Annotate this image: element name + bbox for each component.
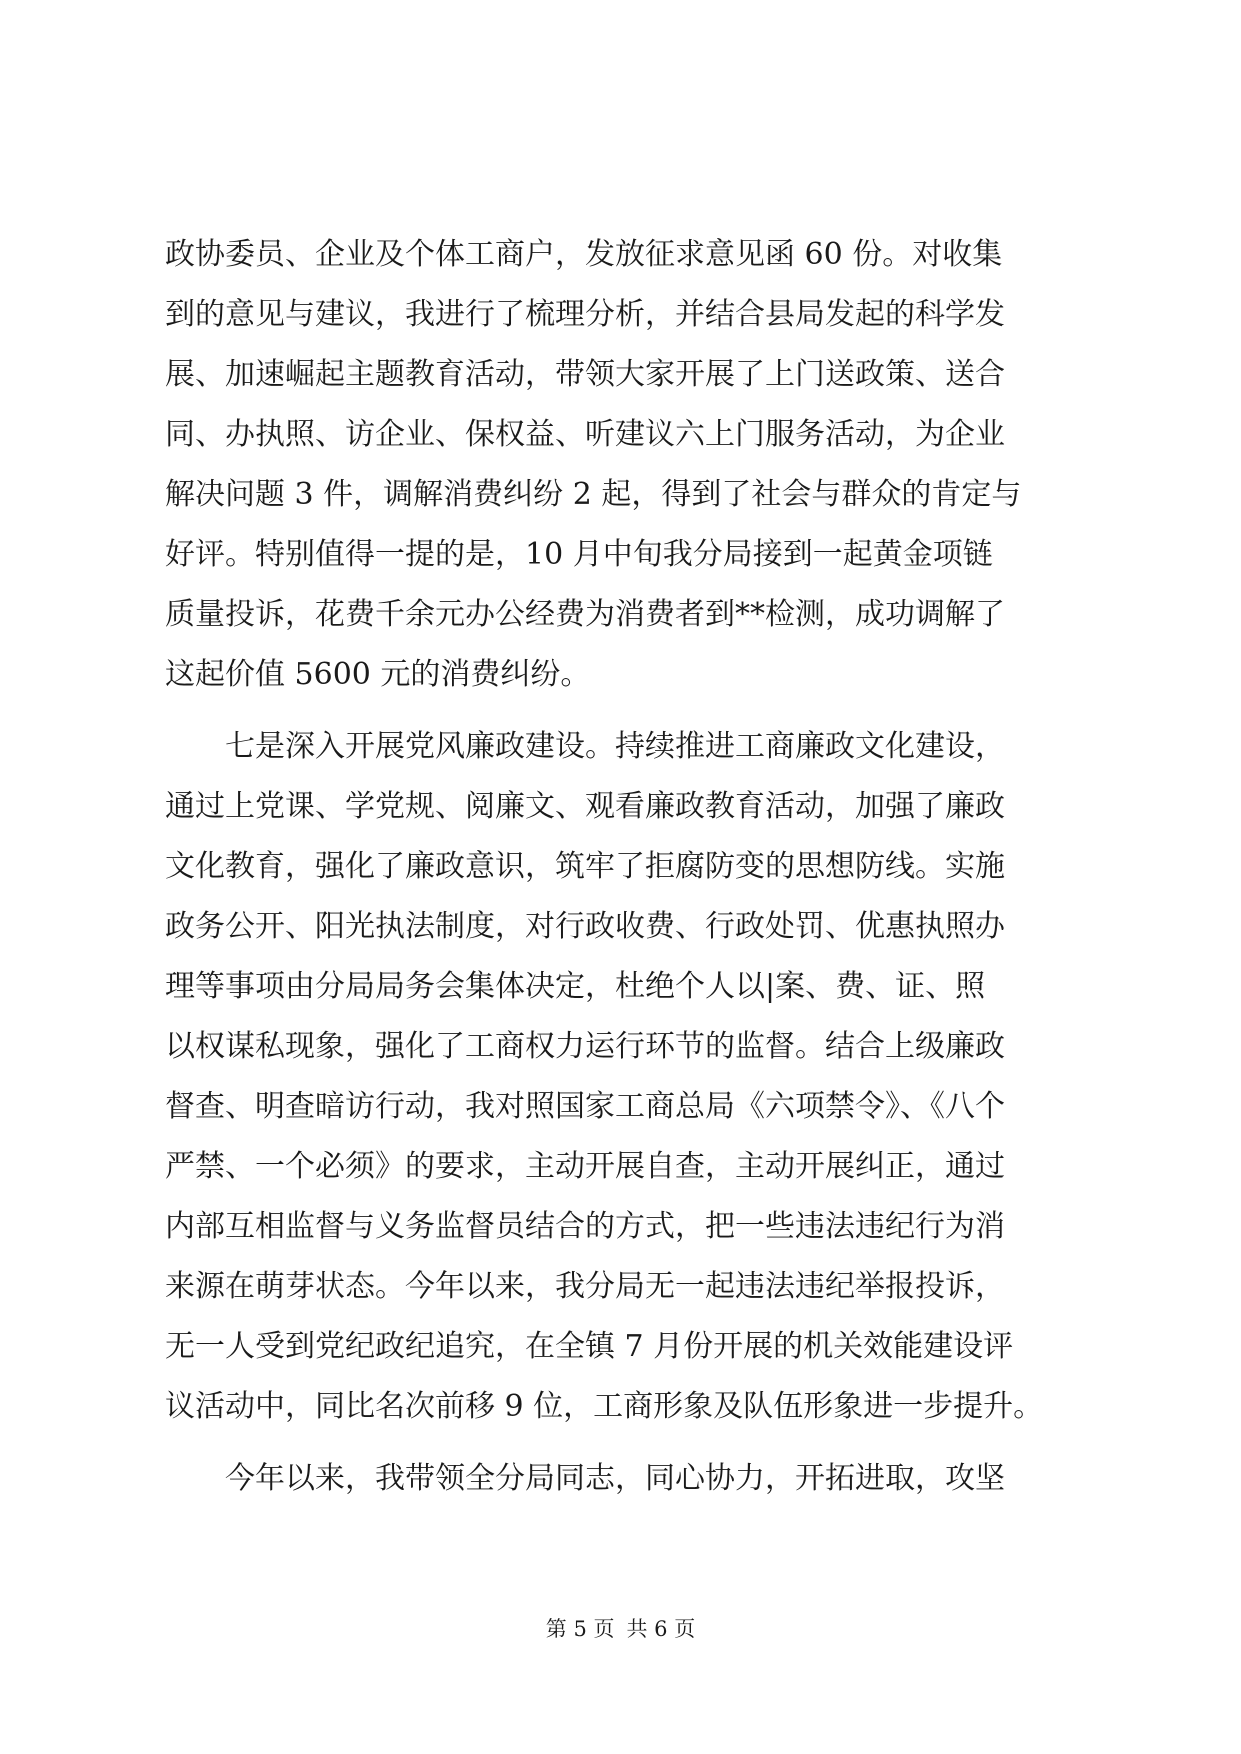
text-line: 严禁、一个必须》的要求，主动开展自查，主动开展纠正，通过 [165, 1149, 1005, 1184]
text-line: 督查、明查暗访行动，我对照国家工商总局《六项禁令》、《八个 [165, 1089, 1005, 1124]
text-line: 质量投诉，花费千余元办公经费为消费者到**检测，成功调解了 [165, 597, 1005, 632]
text-line: 来源在萌芽状态。今年以来，我分局无一起违法违纪举报投诉， [165, 1269, 1005, 1304]
text-line: 解决问题 3 件，调解消费纠纷 2 起，得到了社会与群众的肯定与 [165, 477, 1022, 512]
text-line: 通过上党课、学党规、阅廉文、观看廉政教育活动，加强了廉政 [165, 789, 1005, 824]
text-line: 无一人受到党纪政纪追究，在全镇 7 月份开展的机关效能建设评 [165, 1329, 1014, 1364]
paragraph [165, 1449, 1075, 1509]
text-line: 展、加速崛起主题教育活动，带领大家开展了上门送政策、送合 [165, 357, 1005, 392]
text-line: 议活动中，同比名次前移 9 位，工商形象及队伍形象进一步提升。 [165, 1389, 1044, 1424]
text-line: 同、办执照、访企业、保权益、听建议六上门服务活动，为企业 [165, 417, 1005, 452]
page-number-current: 第 5 页 [545, 1617, 615, 1641]
text-line: 以权谋私现象，强化了工商权力运行环节的监督。结合上级廉政 [165, 1029, 1005, 1064]
page-footer [0, 1614, 1241, 1644]
text-line: 好评。特别值得一提的是，10 月中旬我分局接到一起黄金项链 [165, 537, 993, 572]
text-line: 政务公开、阳光执法制度，对行政收费、行政处罚、优惠执照办 [165, 909, 1005, 944]
paragraph [165, 225, 1075, 705]
text-line: 到的意见与建议，我进行了梳理分析，并结合县局发起的科学发 [165, 297, 1005, 332]
text-line: 这起价值 5600 元的消费纠纷。 [165, 657, 591, 692]
text-line: 今年以来，我带领全分局同志，同心协力，开拓进取，攻坚 [165, 1461, 1005, 1496]
text-line: 文化教育，强化了廉政意识，筑牢了拒腐防变的思想防线。实施 [165, 849, 1005, 884]
text-line: 七是深入开展党风廉政建设。持续推进工商廉政文化建设， [165, 729, 1005, 764]
text-line: 理等事项由分局局务会集体决定，杜绝个人以|案、费、证、照 [165, 969, 986, 1004]
paragraph [165, 717, 1075, 1437]
document-body [165, 225, 1075, 1509]
text-line: 政协委员、企业及个体工商户，发放征求意见函 60 份。对收集 [165, 237, 1003, 272]
page-number-total: 共 6 页 [626, 1617, 696, 1641]
text-line: 内部互相监督与义务监督员结合的方式，把一些违法违纪行为消 [165, 1209, 1005, 1244]
